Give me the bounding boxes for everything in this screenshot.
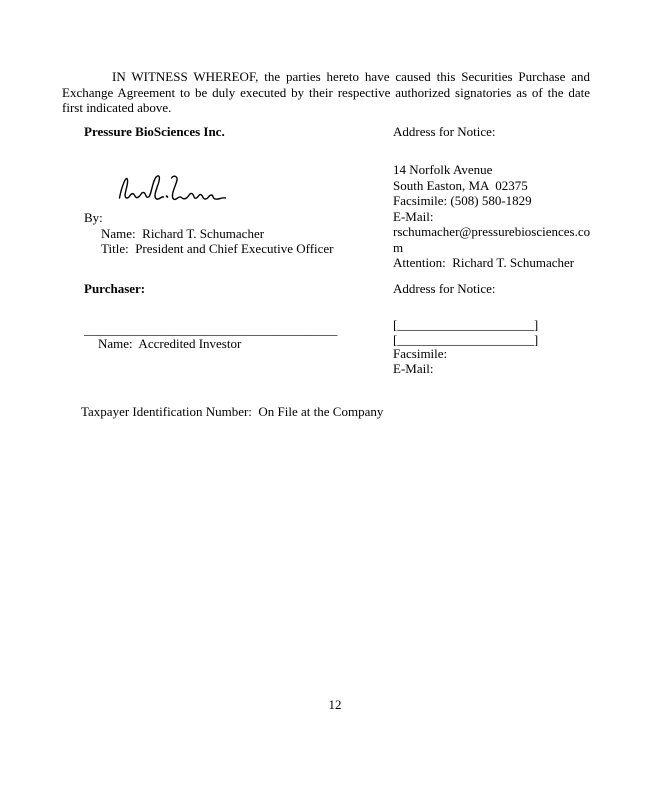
page-number: 12 — [328, 697, 342, 712]
bracket-field-2: [_____________________] — [393, 331, 539, 347]
signature-richard-t-schumacher-icon — [112, 170, 230, 208]
officer-name-line: Name: Richard T. Schumacher — [101, 225, 265, 241]
company-address-line-city: South Easton, MA 02375 — [393, 177, 528, 193]
taxpayer-id-line: Taxpayer Identification Number: On File at the Company — [81, 404, 384, 419]
facsimile-label: Facsimile: — [393, 346, 448, 361]
company-address-line-attention: Attention: Richard T. Schumacher — [393, 255, 575, 270]
signature-image — [112, 170, 230, 208]
officer-title-line: Title: President and Chief Executive Officer — [101, 241, 334, 256]
intro-line-3: first indicated above. — [62, 100, 172, 115]
purchaser-name-line: Name: Accredited Investor — [98, 336, 242, 351]
intro-line-2: Exchange Agreement to be duly executed by their respective authorized signatories as of the date — [62, 84, 590, 100]
company-address-block — [393, 162, 623, 271]
bracket-field-1: [_____________________] — [393, 317, 539, 332]
purchaser-signature-line: _______________________________________ — [84, 322, 338, 337]
company-address-line-facsimile: Facsimile: (508) 580-1829 — [393, 193, 532, 208]
intro-line-1: IN WITNESS WHEREOF, the parties hereto have caused this Securities Purchase and — [112, 69, 590, 84]
company-address-line-email-part1: rschumacher@pressurebiosciences.co — [393, 224, 591, 239]
company-address-line-street: 14 Norfolk Avenue — [393, 162, 493, 177]
company-address-line-email-part2: m — [393, 239, 404, 255]
company-address-line-email-label: E-Mail: — [393, 208, 434, 224]
purchaser-label: Purchaser: — [84, 281, 146, 296]
address-for-notice-label-company: Address for Notice: — [393, 124, 496, 139]
address-for-notice-label-purchaser: Address for Notice: — [393, 281, 496, 296]
by-label: By: — [84, 210, 103, 225]
email-label: E-Mail: — [393, 360, 434, 376]
company-signatory-block — [84, 210, 384, 257]
purchaser-notice-block — [393, 318, 623, 376]
company-name: Pressure BioSciences Inc. — [84, 124, 225, 139]
intro-paragraph — [62, 69, 590, 116]
